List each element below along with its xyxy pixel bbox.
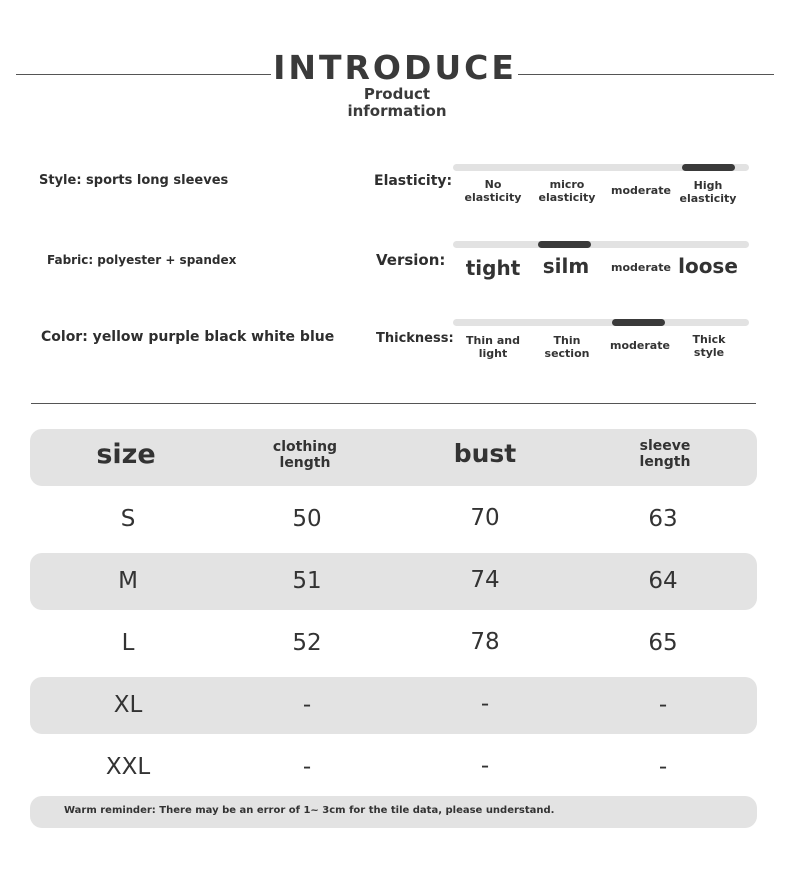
table-row — [30, 677, 757, 734]
elasticity-indicator — [682, 164, 735, 171]
subtitle-line-1: Product — [363, 85, 431, 103]
cell-bust: - — [480, 691, 490, 717]
cell-size: XXL — [105, 754, 151, 780]
cell-bust: 74 — [470, 567, 500, 593]
thickness-label: Thickness: — [376, 331, 454, 346]
table-row — [30, 739, 757, 796]
color-attribute: Color: yellow purple black white blue — [41, 329, 335, 345]
version-label: Version: — [376, 251, 446, 269]
thickness-option-thin-section: Thin section — [544, 334, 590, 360]
subtitle-line-2: information — [347, 102, 447, 120]
fabric-attribute: Fabric: polyester + spandex — [47, 253, 237, 267]
elasticity-option-micro: micro elasticity — [538, 178, 596, 204]
header-size: size — [96, 439, 156, 470]
version-option-tight: tight — [465, 256, 521, 280]
elasticity-track — [453, 164, 749, 171]
header-bust: bust — [453, 439, 517, 468]
page-title: INTRODUCE — [273, 48, 517, 87]
version-option-silm: silm — [542, 254, 590, 278]
cell-bust: - — [480, 753, 490, 779]
table-row — [30, 553, 757, 610]
cell-sleeve-length: 65 — [648, 630, 678, 656]
thickness-option-moderate: moderate — [610, 339, 670, 352]
thickness-track — [453, 319, 749, 326]
version-track — [453, 241, 749, 248]
warm-reminder-text: Warm reminder: There may be an error of 1~ 3cm for the tile data, please understand. — [64, 805, 555, 816]
cell-clothing-length: 51 — [292, 568, 322, 594]
cell-clothing-length: 50 — [292, 506, 322, 532]
version-indicator — [538, 241, 591, 248]
warm-reminder — [30, 796, 757, 828]
page-subtitle — [320, 86, 474, 120]
header-clothing-length: clothing length — [272, 439, 338, 471]
section-divider — [31, 403, 756, 404]
cell-clothing-length: 52 — [292, 630, 322, 656]
cell-sleeve-length: 63 — [648, 506, 678, 532]
thickness-option-thin-light: Thin and light — [466, 334, 520, 360]
cell-sleeve-length: 64 — [648, 568, 678, 594]
size-table-header — [30, 429, 757, 486]
cell-clothing-length: - — [302, 754, 312, 780]
elasticity-option-moderate: moderate — [611, 184, 671, 197]
version-option-loose: loose — [678, 254, 738, 278]
header-rule-right — [518, 74, 774, 75]
cell-size: M — [118, 568, 138, 594]
elasticity-option-high: High elasticity — [679, 179, 737, 205]
thickness-option-thick: Thick style — [692, 333, 726, 359]
style-attribute: Style: sports long sleeves — [39, 173, 229, 188]
header-rule-left — [16, 74, 271, 75]
version-option-moderate: moderate — [611, 261, 671, 274]
thickness-indicator — [612, 319, 665, 326]
cell-bust: 78 — [470, 629, 500, 655]
table-row — [30, 491, 757, 548]
cell-clothing-length: - — [302, 692, 312, 718]
header-sleeve-length: sleeve length — [639, 438, 691, 470]
cell-sleeve-length: - — [658, 754, 668, 780]
cell-size: L — [121, 630, 135, 656]
table-row — [30, 615, 757, 672]
elasticity-label: Elasticity: — [374, 173, 453, 189]
cell-sleeve-length: - — [658, 692, 668, 718]
cell-size: XL — [113, 692, 143, 718]
cell-size: S — [120, 506, 136, 532]
cell-bust: 70 — [470, 505, 500, 531]
elasticity-option-no: No elasticity — [464, 178, 522, 204]
